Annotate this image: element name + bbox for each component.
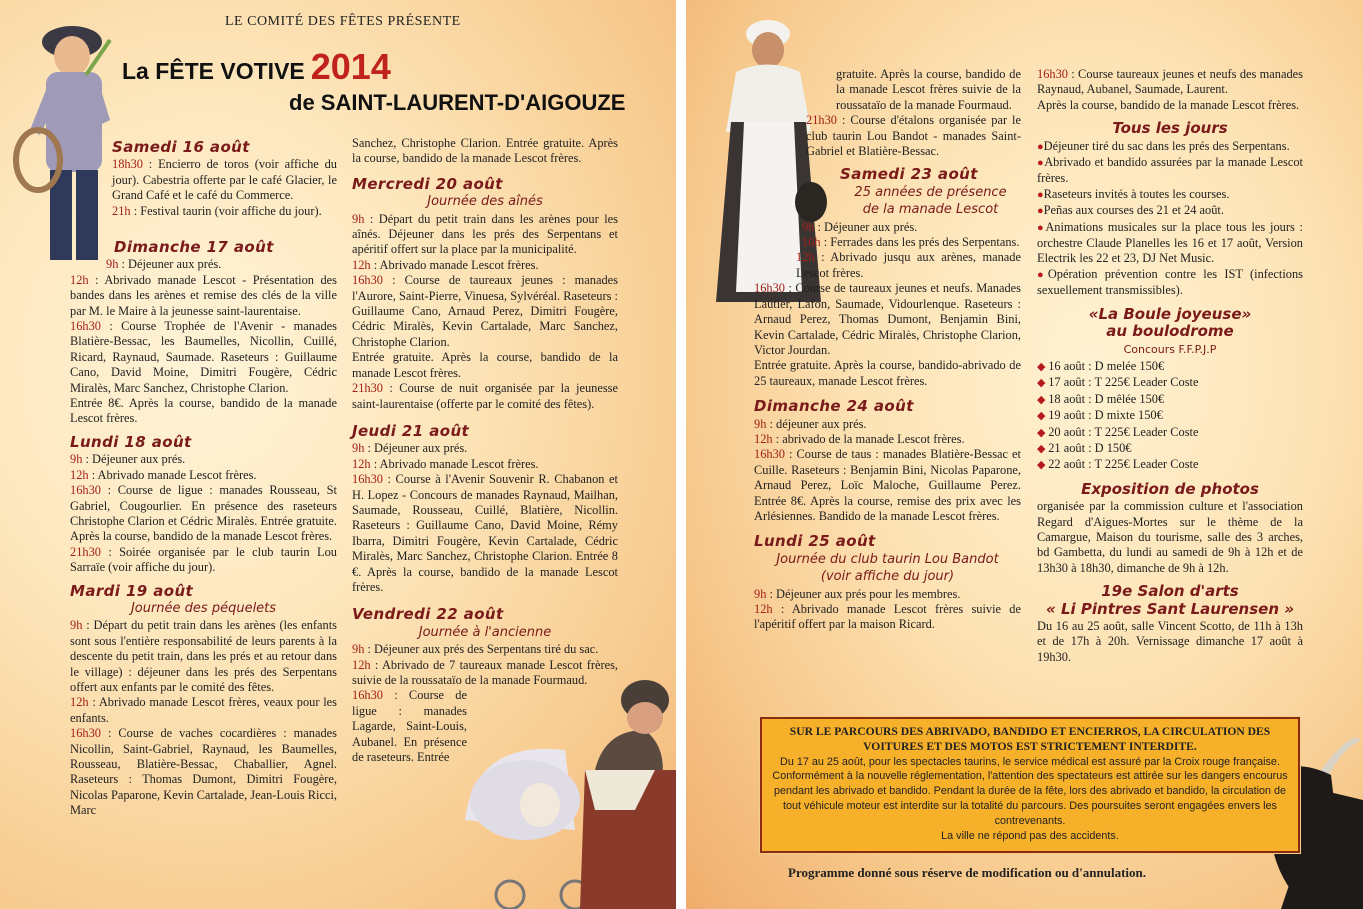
day-subheading: Journée des péquelets bbox=[130, 600, 277, 616]
time: 9h bbox=[352, 441, 365, 456]
time: 16h30 bbox=[352, 472, 383, 487]
day-subheading: Journée des aînés bbox=[427, 194, 543, 210]
entry-text: : Départ du petit train dans les arènes (les enfants sont sous l'entière responsabilité de leurs parents à la descente du petit train, dans les prés et au retour dans le village) : déjeuner dans les prés des Serpentans offert aux enfants par le comité des fêtes. bbox=[70, 618, 337, 694]
diamond-icon: ◆ bbox=[1037, 360, 1049, 373]
time: 21h30 bbox=[806, 113, 837, 128]
time: 16h30 bbox=[352, 273, 383, 288]
diamond-icon: ◆ bbox=[1037, 393, 1049, 406]
time: 12h bbox=[352, 456, 371, 471]
entry-text: : abrivado de la manade Lescot frères. bbox=[772, 431, 965, 446]
list-item: Peñas aux courses des 21 et 24 août. bbox=[1043, 203, 1224, 218]
time: 16h30 bbox=[70, 726, 101, 741]
bullet-icon: ● bbox=[1037, 188, 1044, 201]
list-item: 16 août : D melée 150€ bbox=[1048, 358, 1165, 373]
entry-text: organisée par la commission culture et l'association Regard d'Aigues-Mortes sur le thème de la Camargue, Maison du tourisme, salle des 3 arches, bd Gambetta, du lundi au samedi de 9h à 12h et de 13h30 à 18h30, dimanche de 9h à 12h. bbox=[1037, 499, 1303, 575]
bullet-icon: ● bbox=[1037, 205, 1044, 218]
entry-text: : Abrivado jusqu aux arènes, manade Lescot frères. bbox=[796, 250, 1021, 280]
day-heading: Mercredi 20 août bbox=[352, 174, 503, 193]
time: 12h bbox=[70, 695, 89, 710]
entry-text: : Abrivado manade Lescot frères. bbox=[88, 467, 257, 482]
entry-text: : Départ du petit train dans les arènes pour les aînés. Déjeuner dans les prés des Serpentans et apéritif offert sur la place par la municipalité. bbox=[352, 211, 618, 257]
day-heading: Mardi 19 août bbox=[70, 581, 194, 600]
time: 9h bbox=[754, 586, 767, 601]
page-subtitle: de SAINT-LAURENT-D'AIGOUZE bbox=[289, 90, 626, 115]
entry-text: Entrée gratuite. Après la course, bandido-abrivado de 25 taureaux, manade Lescot frères. bbox=[754, 358, 1021, 388]
entry-text: : Déjeuner aux prés. bbox=[118, 257, 222, 272]
time: 16h30 bbox=[70, 483, 101, 498]
entry-text: : Course à l'Avenir Souvenir R. Chabanon et H. Lopez - Concours de manades Raynaud, Mailhan, Saumade, Rousseau, Cuillé, Blatière, Nicollin. Raseteurs : Guillaume Cano, David Moine, Rémy Ibarra, Dimitri Fougère, Kevin Cartalade, Cédric Miralès, Marc Sanchez, Christophe Clarion. Entrée 8 €. Après la course, bandido de la manade Lescot frères. bbox=[352, 472, 618, 594]
time: 12h bbox=[754, 431, 773, 446]
entry-text: : Course Trophée de l'Avenir - manades Blatière-Bessac, les Baumelles, Nicollin, Cuillé, Ricard, Raynaud, Saumade. Raseteurs : Guillaume Cano, David Moine, Dimitri Fougère, Cédric Miralès, Marc Sanchez, Christophe Clarion. bbox=[70, 319, 337, 395]
warning-title: SUR LE PARCOURS DES ABRIVADO, BANDIDO ET ENCIERROS, LA CIRCULATION DES VOITURES ET DES MOTOS EST STRICTEMENT INTERDITE. bbox=[789, 725, 1271, 753]
warning-last: La ville ne répond pas des accidents. bbox=[941, 829, 1119, 842]
diamond-icon: ◆ bbox=[1037, 426, 1049, 439]
day-heading: Jeudi 21 août bbox=[352, 421, 470, 440]
time: 9h bbox=[352, 211, 365, 226]
entry-text: : Abrivado manade Lescot frères. bbox=[370, 456, 539, 471]
time: 21h30 bbox=[70, 544, 101, 559]
day-heading: Dimanche 17 août bbox=[114, 238, 274, 256]
time: 12h bbox=[70, 467, 89, 482]
entry-text: : Abrivado manade Lescot frères. bbox=[370, 257, 539, 272]
footer-note: Programme donné sous réserve de modification ou d'annulation. bbox=[788, 865, 1146, 880]
entry-text: : Course de taus : manades Blatière-Bessac et Cuille. Raseteurs : Benjamin Bini, Nicolas Paparone, Arnaud Perez, Loïc Maloche, Guillaume Perez. Entrée 8€. Après la course, remise des prix avec les Arlésiennes. Bandido de la manade Lescot frères. bbox=[754, 447, 1021, 523]
time: 12h bbox=[352, 657, 371, 672]
time: 18h30 bbox=[112, 157, 143, 172]
day-heading: Lundi 25 août bbox=[754, 532, 876, 551]
time: 9h bbox=[754, 416, 767, 431]
warning-body: Du 17 au 25 août, pour les spectacles taurins, le service médical est assuré par la Croix rouge française. Conformément à la nouvelle réglementation, l'attention des spectateurs est attirée sur les dangers encourus pendant les abrivado et bandido. Pendant la durée de la fête, lors des abrivado et bandido, la circulation de tout véhicule moteur est interdite sur la totalité du parcours. Des poursuites seront engagées envers les contrevenants. bbox=[772, 755, 1288, 827]
time: 9h bbox=[352, 642, 365, 657]
day-subheading: 25 années de présence bbox=[854, 184, 1007, 200]
list-item: 19 août : D mixte 150€ bbox=[1048, 408, 1163, 423]
diamond-icon: ◆ bbox=[1037, 410, 1049, 423]
list-item: 18 août : D mêlée 150€ bbox=[1048, 391, 1165, 406]
entry-text: : Festival taurin (voir affiche du jour). bbox=[130, 203, 322, 218]
time: 12h bbox=[352, 257, 371, 272]
diamond-icon: ◆ bbox=[1037, 377, 1049, 390]
column-1 bbox=[70, 236, 337, 819]
diamond-icon: ◆ bbox=[1037, 459, 1049, 472]
page-title bbox=[122, 46, 391, 88]
column-3 bbox=[754, 67, 1021, 633]
day-heading: Samedi 16 août bbox=[112, 138, 250, 156]
entry-text: : Abrivado manade Lescot frères, veaux pour les enfants. bbox=[70, 695, 337, 725]
section-heading: Tous les jours bbox=[1112, 119, 1228, 138]
day-heading: Lundi 18 août bbox=[70, 432, 192, 451]
day-heading: Samedi 23 août bbox=[840, 165, 978, 184]
entry-text: : déjeuner aux prés. bbox=[766, 416, 867, 431]
entry-text: : Course de vaches cocardières : manades Nicollin, Saint-Gabriel, Raynaud, les Baumelles, Rousseau, Blatière-Bessac, Chaballier, Agnel. Raseteurs : Thomas Dumont, Dimitri Fougère, Nicolas Paparone, Kevin Cartalade, Jean-Louis Ricci, Marc bbox=[70, 726, 337, 818]
section-heading: « Li Pintres Sant Laurensen » bbox=[1046, 599, 1294, 618]
entry-text: : Course taureaux jeunes et neufs des manades Raynaud, Aubanel, Saumade, Laurent. bbox=[1037, 67, 1303, 97]
list-item: 20 août : T 225€ Leader Coste bbox=[1048, 424, 1199, 439]
day-heading: Vendredi 22 août bbox=[352, 605, 504, 624]
list-item: Raseteurs invités à toutes les courses. bbox=[1043, 186, 1230, 201]
list-item: 22 août : T 225€ Leader Coste bbox=[1048, 457, 1199, 472]
entry-text: : Déjeuner aux prés. bbox=[82, 452, 186, 467]
entry-text: : Course de ligue : manades Rousseau, St Gabriel, Cougourlier. En présence des raseteurs Christophe Clarion et Cédric Miralès. Entrée gratuite. Après la course, bandido de la manade Lescot frères. bbox=[70, 483, 337, 544]
entry-text: : Déjeuner aux prés pour les membres. bbox=[766, 586, 961, 601]
section-subheading: Concours F.F.P.J.P bbox=[1123, 342, 1217, 356]
entry-text: : Abrivado manade Lescot frères suivie de l'apéritif offert par la maison Ricard. bbox=[754, 602, 1021, 632]
entry-text: : Abrivado manade Lescot - Présentation des bandes dans les arènes et remise des clés de la ville par M. le Maire à la jeunesse saint-laurentaise. bbox=[70, 272, 337, 318]
list-item: Opération prévention contre les IST (infections sexuellement transmissibles). bbox=[1037, 266, 1303, 298]
list-item: Déjeuner tiré du sac dans les prés des Serpentans. bbox=[1043, 138, 1290, 153]
diamond-icon: ◆ bbox=[1037, 442, 1049, 455]
time: 16h30 bbox=[754, 447, 785, 462]
entry-text: : Soirée organisée par le club taurin Lou Sarraïe (voir affiche du jour). bbox=[70, 544, 337, 575]
section-heading: Exposition de photos bbox=[1081, 479, 1259, 498]
column-4 bbox=[1037, 67, 1303, 665]
section-heading: au boulodrome bbox=[1106, 322, 1234, 341]
bullet-icon: ● bbox=[1037, 140, 1044, 153]
time: 9h bbox=[70, 452, 83, 467]
section-heading: «La Boule joyeuse» bbox=[1088, 304, 1252, 323]
entry-text: : Course d'étalons organisée par le club taurin Lou Bandot - manades Saint-Gabriel et Blatière-Bessac. bbox=[806, 113, 1021, 159]
entry-text: gratuite. Après la course, bandido de la manade Lescot frères suivie de la roussataïo de la manade Fourmaud. bbox=[836, 67, 1021, 112]
list-item: Animations musicales sur la place tous les jours : orchestre Claude Planelles les 16 et 17 août, Version Electrik les 22 et 23, DJ Net Music. bbox=[1037, 219, 1303, 266]
day-subheading: Journée à l'ancienne bbox=[418, 624, 552, 640]
day-subheading: Journée du club taurin Lou Bandot bbox=[776, 551, 999, 567]
title-year: 2014 bbox=[310, 46, 391, 87]
day-heading: Dimanche 24 août bbox=[754, 397, 914, 416]
entry-text: : Déjeuner aux prés des Serpentans tiré du sac. bbox=[364, 642, 599, 657]
time: 12h bbox=[796, 250, 815, 265]
list-item: 17 août : T 225€ Leader Coste bbox=[1048, 375, 1199, 390]
time: 10h bbox=[802, 235, 821, 250]
bullet-icon: ● bbox=[1037, 221, 1046, 234]
entry-text: : Abrivado de 7 taureaux manade Lescot frères, suivie de la roussataïo de la manade Fourmaud. bbox=[352, 657, 618, 687]
day-subheading: (voir affiche du jour) bbox=[820, 569, 955, 585]
entry-text: : Course de taureaux jeunes et neufs. Manades Lautier, Lafon, Saumade, Vidourlenque. Raseteurs : Arnaud Perez, Thomas Dumont, Benjamin Bini, Kevin Cartalade, Cédric Miralès, Christophe Clarion, Victor Jourdan. bbox=[754, 281, 1021, 357]
time: 9h bbox=[802, 219, 815, 234]
entry-text: : Course de taureaux jeunes : manades l'Aurore, Saint-Pierre, Vinuesa, Sylvéréal. Raseteurs : Guillaume Cano, Arnaud Perez, Dimitri Fougère, Cédric Miralès, Kevin Cartalade, Marc Sanchez, Christophe Clarion. bbox=[352, 273, 618, 349]
page-gutter bbox=[676, 0, 686, 909]
time: 9h bbox=[106, 257, 119, 272]
entry-text: : Encierro de toros (voir affiche du jour). Cabestria offerte par le café Glacier, le Grand Café et le café du Commerce. bbox=[112, 157, 337, 203]
woman-with-pram-photo bbox=[455, 670, 676, 909]
entry-text: Après la course, bandido de la manade Lescot frères. bbox=[1037, 97, 1300, 112]
time: 21h30 bbox=[352, 381, 383, 396]
entry-text: : Ferrades dans les prés des Serpentans. bbox=[820, 235, 1020, 250]
list-item: Abrivado et bandido assurées par la manade Lescot frères. bbox=[1037, 155, 1303, 186]
entry-text: : Déjeuner aux prés. bbox=[364, 441, 468, 456]
left-page bbox=[0, 0, 676, 909]
time: 12h bbox=[70, 272, 89, 287]
time: 16h30 bbox=[352, 688, 383, 703]
header-presents: LE COMITÉ DES FÊTES PRÉSENTE bbox=[225, 14, 461, 29]
bullet-icon: ● bbox=[1037, 157, 1045, 170]
day-subheading: de la manade Lescot bbox=[862, 202, 999, 218]
section-heading: 19e Salon d'arts bbox=[1101, 582, 1239, 601]
time: 16h30 bbox=[1037, 67, 1068, 81]
entry-text: : Course de ligue : manades Lagarde, Saint-Louis, Aubanel. En présence de raseteurs. Entrée bbox=[352, 688, 467, 765]
entry-text: : Déjeuner aux prés. bbox=[814, 219, 918, 234]
time: 16h30 bbox=[70, 319, 101, 334]
title-text: La FÊTE VOTIVE bbox=[122, 58, 305, 84]
entry-text: Sanchez, Christophe Clarion. Entrée gratuite. Après la course, bandido de la manade Lescot frères. bbox=[352, 136, 618, 166]
entry-text: Du 16 au 25 août, salle Vincent Scotto, de 11h à 13h et de 17h à 20h. Vernissage dimanche 17 août à 19h30. bbox=[1037, 619, 1303, 664]
entry-text: Entrée gratuite. Après la course, bandido de la manade Lescot frères. bbox=[352, 350, 618, 380]
entry-text: Entrée 8€. Après la course, bandido de la manade Lescot frères. bbox=[70, 396, 337, 426]
warning-box bbox=[760, 717, 1300, 853]
time: 9h bbox=[70, 618, 83, 633]
everyday-list bbox=[1037, 139, 1303, 299]
day-sat16 bbox=[112, 136, 337, 219]
time: 16h30 bbox=[754, 281, 785, 296]
time: 21h bbox=[112, 203, 131, 218]
boule-list bbox=[1037, 359, 1303, 474]
entry-text: : Course de nuit organisée par la jeunesse saint-laurentaise (offerte par le comité des fêtes). bbox=[352, 381, 618, 411]
time: 12h bbox=[754, 602, 773, 616]
list-item: 21 août : D 150€ bbox=[1048, 440, 1132, 455]
bullet-icon: ● bbox=[1037, 268, 1048, 281]
